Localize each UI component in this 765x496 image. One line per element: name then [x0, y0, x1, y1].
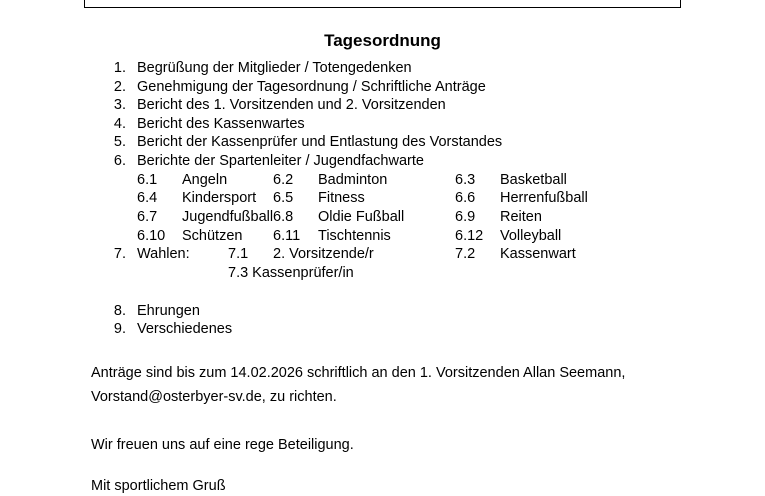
- sub-item-number: 7.1: [228, 246, 249, 262]
- sub-item-text: 2. Vorsitzende/r: [273, 246, 374, 262]
- agenda-item-number: 7.: [113, 246, 126, 262]
- agenda-item-text: Verschiedenes: [137, 321, 233, 337]
- sub-item-number: 6.9: [455, 209, 476, 225]
- sub-item-text: Herrenfußball: [500, 190, 588, 206]
- sub-item-number: 6.11: [273, 228, 301, 244]
- sub-item-number: 6.8: [273, 209, 294, 225]
- agenda-item-number: 4.: [113, 116, 126, 132]
- agenda-item-text: Wahlen:: [137, 246, 190, 262]
- sub-item-number: 6.2: [273, 172, 294, 188]
- sub-item-text: 7.3 Kassenprüfer/in: [228, 265, 354, 281]
- page-title: Tagesordnung: [324, 31, 441, 50]
- sub-item-number: 6.6: [455, 190, 476, 206]
- sub-item-text: Jugendfußball: [182, 209, 274, 225]
- sub-item-text: Kindersport: [182, 190, 257, 206]
- sub-item-number: 7.2: [455, 246, 476, 262]
- agenda-item-number: 2.: [113, 79, 126, 95]
- closing-greeting: Mit sportlichem Gruß: [91, 478, 226, 494]
- sub-item-text: Badminton: [318, 172, 388, 188]
- participation-note: Wir freuen uns auf eine rege Beteiligung.: [91, 437, 354, 453]
- sub-item-text: Oldie Fußball: [318, 209, 405, 225]
- applications-note-continued: Vorstand@osterbyer-sv.de, zu richten.: [91, 389, 337, 405]
- sub-item-text: Tischtennis: [318, 228, 391, 244]
- header-box: [84, 0, 681, 8]
- agenda-item-number: 1.: [113, 60, 126, 76]
- sub-item-number: 6.7: [137, 209, 158, 225]
- agenda-item-text: Bericht der Kassenprüfer und Entlastung des Vorstandes: [137, 134, 503, 150]
- sub-item-number: 6.3: [455, 172, 476, 188]
- agenda-item-text: Ehrungen: [137, 303, 200, 319]
- sub-item-number: 6.10: [137, 228, 166, 244]
- agenda-item-number: 5.: [113, 134, 126, 150]
- sub-item-text: Angeln: [182, 172, 228, 188]
- agenda-item-text: Bericht des Kassenwartes: [137, 116, 305, 132]
- sub-item-text: Kassenwart: [500, 246, 576, 262]
- sub-item-text: Reiten: [500, 209, 542, 225]
- agenda-item-text: Genehmigung der Tagesordnung / Schriftliche Anträge: [137, 79, 486, 95]
- agenda-item-number: 9.: [113, 321, 126, 337]
- sub-item-text: Schützen: [182, 228, 243, 244]
- sub-item-number: 6.5: [273, 190, 294, 206]
- sub-item-text: Basketball: [500, 172, 567, 188]
- sub-item-number: 6.12: [455, 228, 484, 244]
- agenda-item-number: 6.: [113, 153, 126, 169]
- agenda-item-number: 3.: [113, 97, 126, 113]
- applications-note: Anträge sind bis zum 14.02.2026 schriftlich an den 1. Vorsitzenden Allan Seemann,: [91, 365, 626, 381]
- agenda-item-text: Bericht des 1. Vorsitzenden und 2. Vorsitzenden: [137, 97, 446, 113]
- agenda-item-text: Berichte der Spartenleiter / Jugendfachwarte: [137, 153, 424, 169]
- sub-item-text: Volleyball: [500, 228, 562, 244]
- sub-item-number: 6.4: [137, 190, 158, 206]
- sub-item-text: Fitness: [318, 190, 365, 206]
- sub-item-number: 6.1: [137, 172, 158, 188]
- agenda-item-text: Begrüßung der Mitglieder / Totengedenken: [137, 60, 412, 76]
- agenda-item-number: 8.: [113, 303, 126, 319]
